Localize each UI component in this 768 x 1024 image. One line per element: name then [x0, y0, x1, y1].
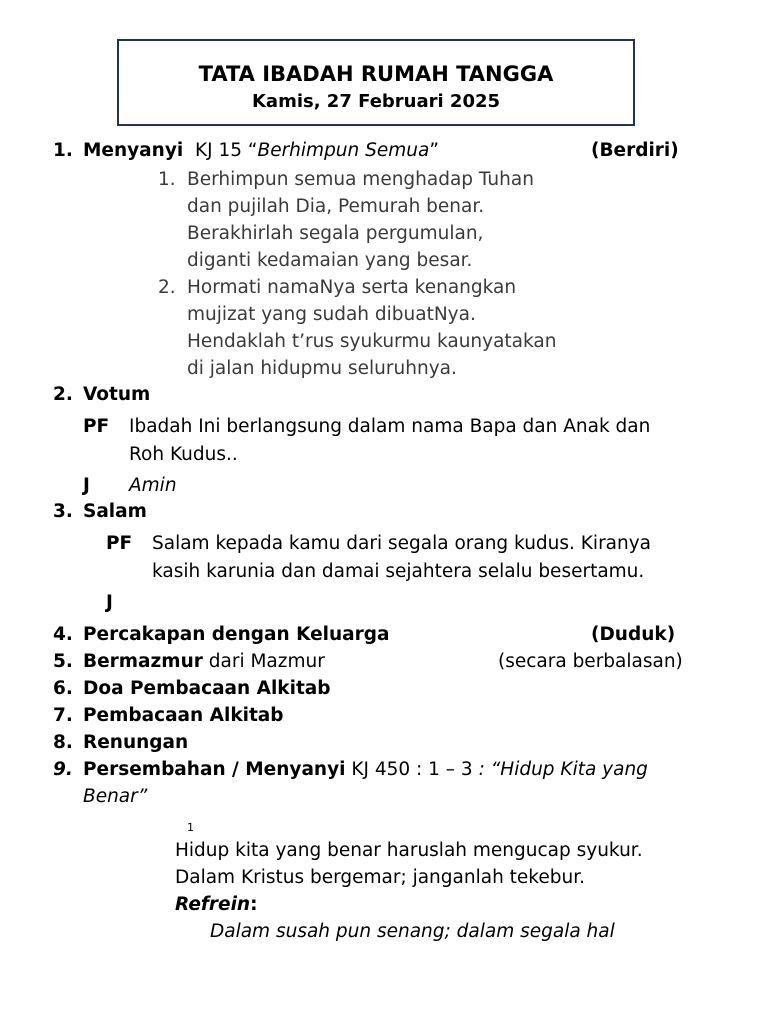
item-number: 7.	[53, 705, 73, 726]
item-number: 9.	[53, 759, 73, 780]
verse-line: Dalam Kristus bergemar; janganlah tekebur.	[175, 867, 585, 888]
item-number: 8.	[53, 732, 73, 753]
item-number: 3.	[53, 501, 73, 522]
item-title: Votum	[83, 384, 151, 405]
posture-note: (Berdiri)	[591, 140, 679, 161]
posture-note: (Duduk)	[591, 624, 676, 645]
item-detail: dari Mazmur	[202, 651, 325, 672]
speaker-label-j: J	[83, 475, 90, 496]
liturgy-text: Roh Kudus..	[129, 444, 238, 465]
item-title: Menyanyi	[83, 140, 184, 161]
verse-line: Berakhirlah segala pergumulan,	[187, 223, 484, 244]
document-title: TATA IBADAH RUMAH TANGGA	[198, 62, 554, 86]
liturgy-text: Salam kepada kamu dari segala orang kudus. Kiranya	[152, 533, 652, 554]
item-number: 5.	[53, 651, 73, 672]
refrain-heading	[175, 896, 258, 915]
song-reference: KJ 450 : 1 – 3	[345, 759, 479, 780]
item-number: 1.	[53, 140, 73, 161]
item-title: Persembahan / Menyanyi	[83, 759, 346, 780]
verse-line: Hidup kita yang benar haruslah mengucap syukur.	[175, 840, 643, 861]
item-title: Percakapan dengan Keluarga	[83, 624, 390, 645]
response-text: Amin	[129, 475, 177, 496]
item-5-line	[83, 653, 325, 672]
speaker-label-j: J	[106, 592, 113, 613]
speaker-label-pf: PF	[83, 416, 110, 437]
verse-number: 2.	[158, 277, 176, 298]
verse-line: Hormati namaNya serta kenangkan	[187, 277, 517, 298]
song-title: : “Hidup Kita yang	[478, 759, 648, 780]
verse-line: mujizat yang sudah dibuatNya.	[187, 304, 476, 325]
item-title: Salam	[83, 501, 147, 522]
item-9-line	[83, 761, 648, 780]
item-number: 6.	[53, 678, 73, 699]
verse-number: 1	[187, 821, 194, 834]
verse-line: Berhimpun semua menghadap Tuhan	[187, 169, 534, 190]
liturgy-text: kasih karunia dan damai sejahtera selalu besertamu.	[152, 561, 645, 582]
item-title: Doa Pembacaan Alkitab	[83, 678, 331, 699]
speaker-label-pf: PF	[106, 533, 133, 554]
verse-line: di jalan hidupmu seluruhnya.	[187, 358, 457, 379]
refrain-label: Refrein	[175, 894, 251, 915]
title-box	[117, 39, 635, 126]
item-number: 4.	[53, 624, 73, 645]
refrain-colon: :	[250, 894, 258, 915]
song-close-quote: ”	[429, 140, 439, 161]
liturgy-text: Ibadah Ini berlangsung dalam nama Bapa dan Anak dan	[129, 416, 651, 437]
item-number: 2.	[53, 384, 73, 405]
document-date: Kamis, 27 Februari 2025	[251, 91, 501, 112]
item-title: Bermazmur	[83, 651, 203, 672]
item-title: Renungan	[83, 732, 189, 753]
item-title: Pembacaan Alkitab	[83, 705, 284, 726]
song-title: Berhimpun Semua	[257, 140, 430, 161]
verse-line: Hendaklah t’rus syukurmu kaunyatakan	[187, 331, 557, 352]
refrain-line: Dalam susah pun senang; dalam segala hal	[210, 921, 615, 942]
reading-note: (secara berbalasan)	[498, 651, 683, 672]
verse-line: dan pujilah Dia, Pemurah benar.	[187, 196, 485, 217]
item-1-line	[83, 142, 439, 161]
song-title-continued: Benar”	[83, 786, 148, 807]
song-reference: KJ 15 “	[195, 140, 258, 161]
verse-number: 1.	[158, 169, 176, 190]
verse-line: diganti kedamaian yang besar.	[187, 250, 473, 271]
